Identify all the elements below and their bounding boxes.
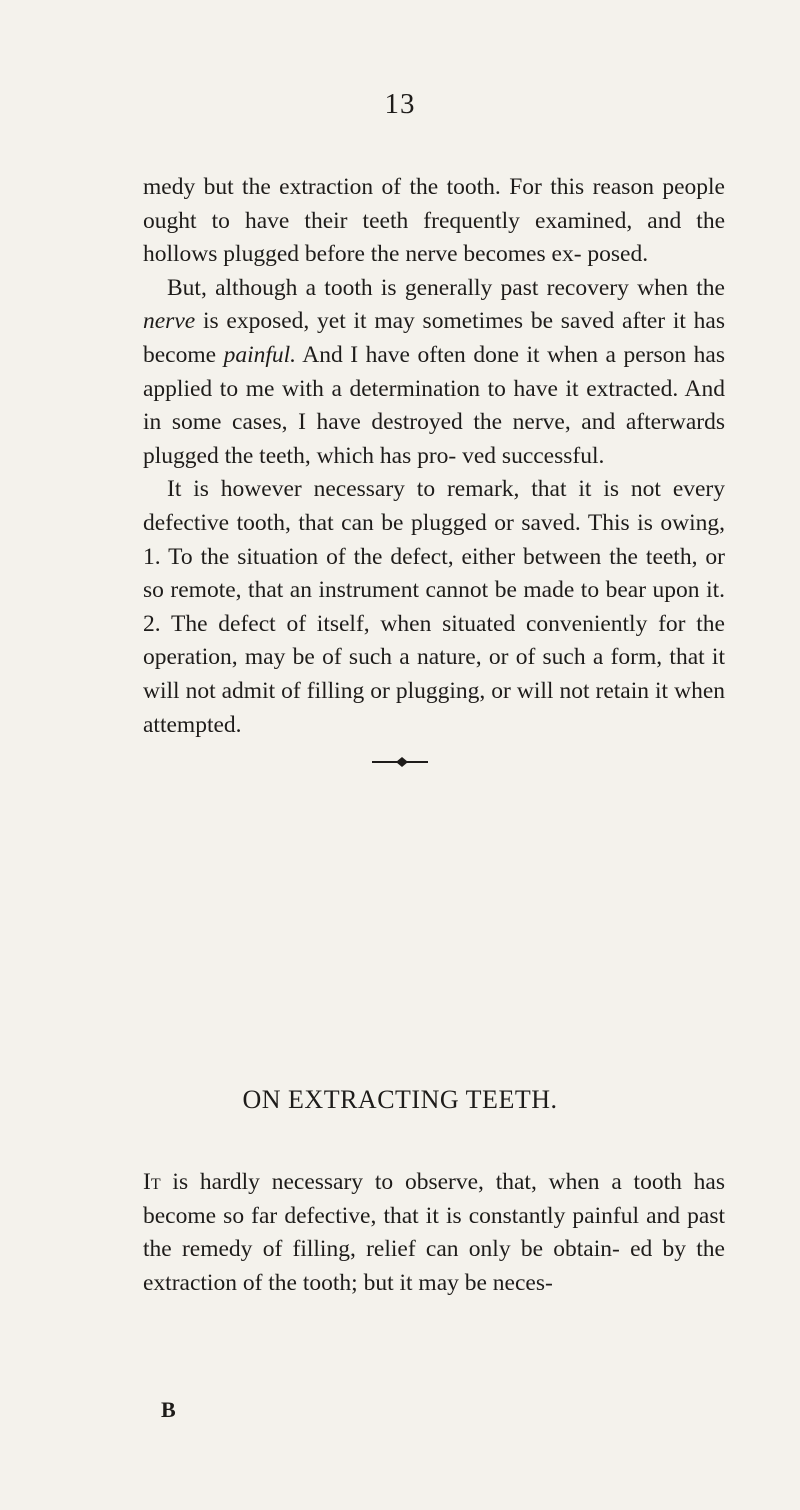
italic-painful: painful. — [223, 341, 297, 368]
body-text-bottom — [143, 1166, 725, 1300]
paragraph-2-part-2: is exposed, yet it may sometimes be saved after it has become — [143, 308, 725, 368]
body-text-top — [143, 171, 725, 742]
paragraph-1: medy but the extraction of the tooth. For this reason people ought to have their teeth frequently examined, and the hollows plugged before the nerve becomes ex- posed. — [143, 174, 725, 268]
lead-word: It — [143, 1169, 161, 1195]
paragraph-2 — [143, 272, 725, 474]
italic-nerve: nerve — [143, 308, 196, 335]
section-paragraph-text: is hardly necessary to observe, that, when a tooth has become so far defective, that it is constantly painful and past the remedy of filling, relief can only be obtain- ed by the extraction of the tooth; but it may be neces- — [143, 1169, 725, 1296]
section-paragraph — [143, 1166, 725, 1300]
paragraph-3: It is however necessary to remark, that it is not every defective tooth, that can be plugged or saved. This is owing, 1. To the situation of the defect, either between the teeth, or so remote, that an instrument cannot be made to bear upon it. 2. The defect of itself, when situated conveniently for the operation, may be of such a nature, or of such a form, that it will not admit of filling or plugging, or will not retain it when attempted. — [143, 476, 725, 738]
section-heading: ON EXTRACTING TEETH. — [242, 1085, 558, 1114]
paragraph-2-part-3: And I have often done it when a person has applied to me with a determination to have it extracted. And in some cases, I have destroyed the nerve, and afterwards plugged the teeth, which has pro- ved successful. — [143, 341, 725, 469]
signature-mark: B — [161, 1397, 176, 1422]
ornament-divider-icon — [360, 750, 440, 774]
paragraph-2-part-1: But, although a tooth is generally past recovery when the — [167, 274, 725, 301]
page-number: 13 — [384, 88, 416, 120]
